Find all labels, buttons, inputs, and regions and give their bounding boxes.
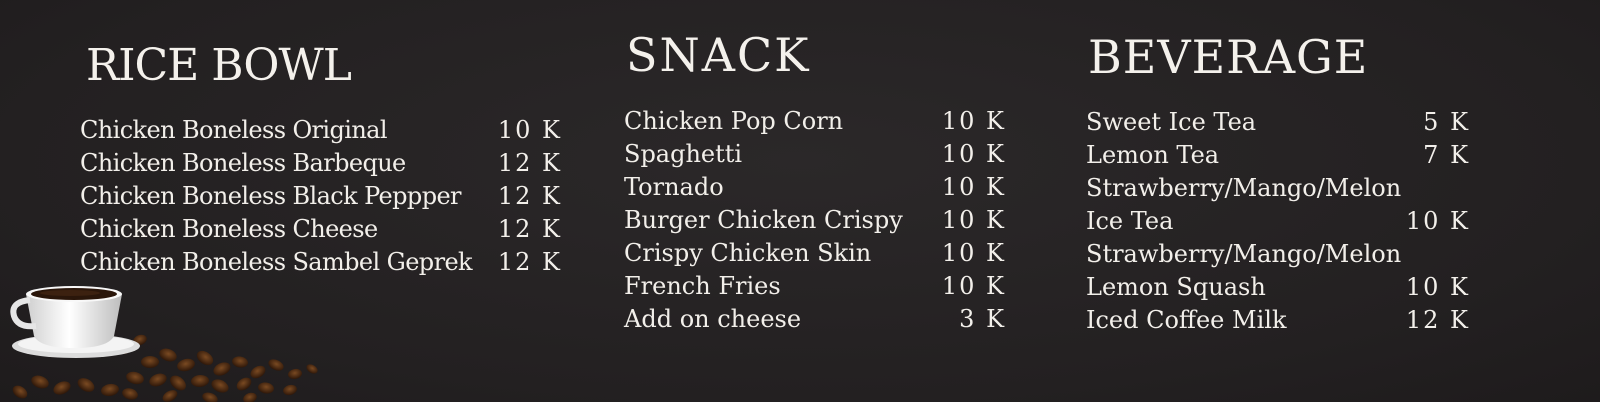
- menu-item: [1086, 238, 1470, 271]
- item-price: 10 K: [941, 173, 1006, 201]
- menu-item: [624, 237, 1006, 270]
- menu-item: [624, 171, 1006, 204]
- menu-item: [624, 270, 1006, 303]
- item-name: Chicken Boneless Original: [80, 116, 387, 144]
- menu-item: [80, 213, 562, 246]
- snack-list: [624, 105, 1006, 336]
- rice-bowl-list: [80, 114, 562, 279]
- item-name: Add on cheese: [624, 305, 802, 333]
- item-price: 10 K: [941, 272, 1006, 300]
- rice-bowl-heading: RICE BOWL: [86, 40, 351, 91]
- item-price: 5 K: [1423, 108, 1470, 136]
- menu-item: [1086, 205, 1470, 238]
- item-name: Chicken Pop Corn: [624, 107, 844, 135]
- item-name: French Fries: [624, 272, 781, 300]
- menu-item: [624, 105, 1006, 138]
- item-price: 10 K: [941, 140, 1006, 168]
- menu-item: [624, 204, 1006, 237]
- beverage-heading: BEVERAGE: [1088, 30, 1369, 84]
- item-name: Ice Tea: [1086, 207, 1174, 235]
- item-name: Chicken Boneless Black Peppper: [80, 182, 461, 210]
- item-name: Sweet Ice Tea: [1086, 108, 1257, 136]
- item-price: 10 K: [941, 206, 1006, 234]
- item-name: Strawberry/Mango/Melon: [1086, 174, 1402, 202]
- item-price: 12 K: [497, 182, 562, 210]
- item-price: 10 K: [1405, 273, 1470, 301]
- item-price: 3 K: [959, 305, 1006, 333]
- snack-heading: SNACK: [626, 28, 811, 82]
- coffee-cup-with-beans-icon: [0, 270, 330, 402]
- item-price: 10 K: [1405, 207, 1470, 235]
- menu-item: [80, 114, 562, 147]
- menu-item: [80, 180, 562, 213]
- menu-item: [1086, 106, 1470, 139]
- menu-item: [1086, 304, 1470, 337]
- menu-item: [80, 147, 562, 180]
- item-price: 12 K: [497, 149, 562, 177]
- item-price: 12 K: [497, 248, 562, 276]
- item-name: Spaghetti: [624, 140, 743, 168]
- menu-item: [1086, 172, 1470, 205]
- item-price: 10 K: [497, 116, 562, 144]
- beverage-list: [1086, 106, 1470, 337]
- item-name: Chicken Boneless Cheese: [80, 215, 378, 243]
- item-name: Crispy Chicken Skin: [624, 239, 872, 267]
- item-price: 12 K: [1405, 306, 1470, 334]
- item-price: 12 K: [497, 215, 562, 243]
- menu-item: [624, 138, 1006, 171]
- item-price: 10 K: [941, 107, 1006, 135]
- item-name: Strawberry/Mango/Melon: [1086, 240, 1402, 268]
- menu-item: [1086, 139, 1470, 172]
- item-price: 10 K: [941, 239, 1006, 267]
- item-price: 7 K: [1423, 141, 1470, 169]
- item-name: Tornado: [624, 173, 724, 201]
- menu-item: [1086, 271, 1470, 304]
- item-name: Burger Chicken Crispy: [624, 206, 903, 234]
- item-name: Chicken Boneless Sambel Geprek: [80, 248, 472, 276]
- item-name: Iced Coffee Milk: [1086, 306, 1287, 334]
- item-name: Lemon Tea: [1086, 141, 1220, 169]
- item-name: Chicken Boneless Barbeque: [80, 149, 406, 177]
- menu-item: [624, 303, 1006, 336]
- item-name: Lemon Squash: [1086, 273, 1266, 301]
